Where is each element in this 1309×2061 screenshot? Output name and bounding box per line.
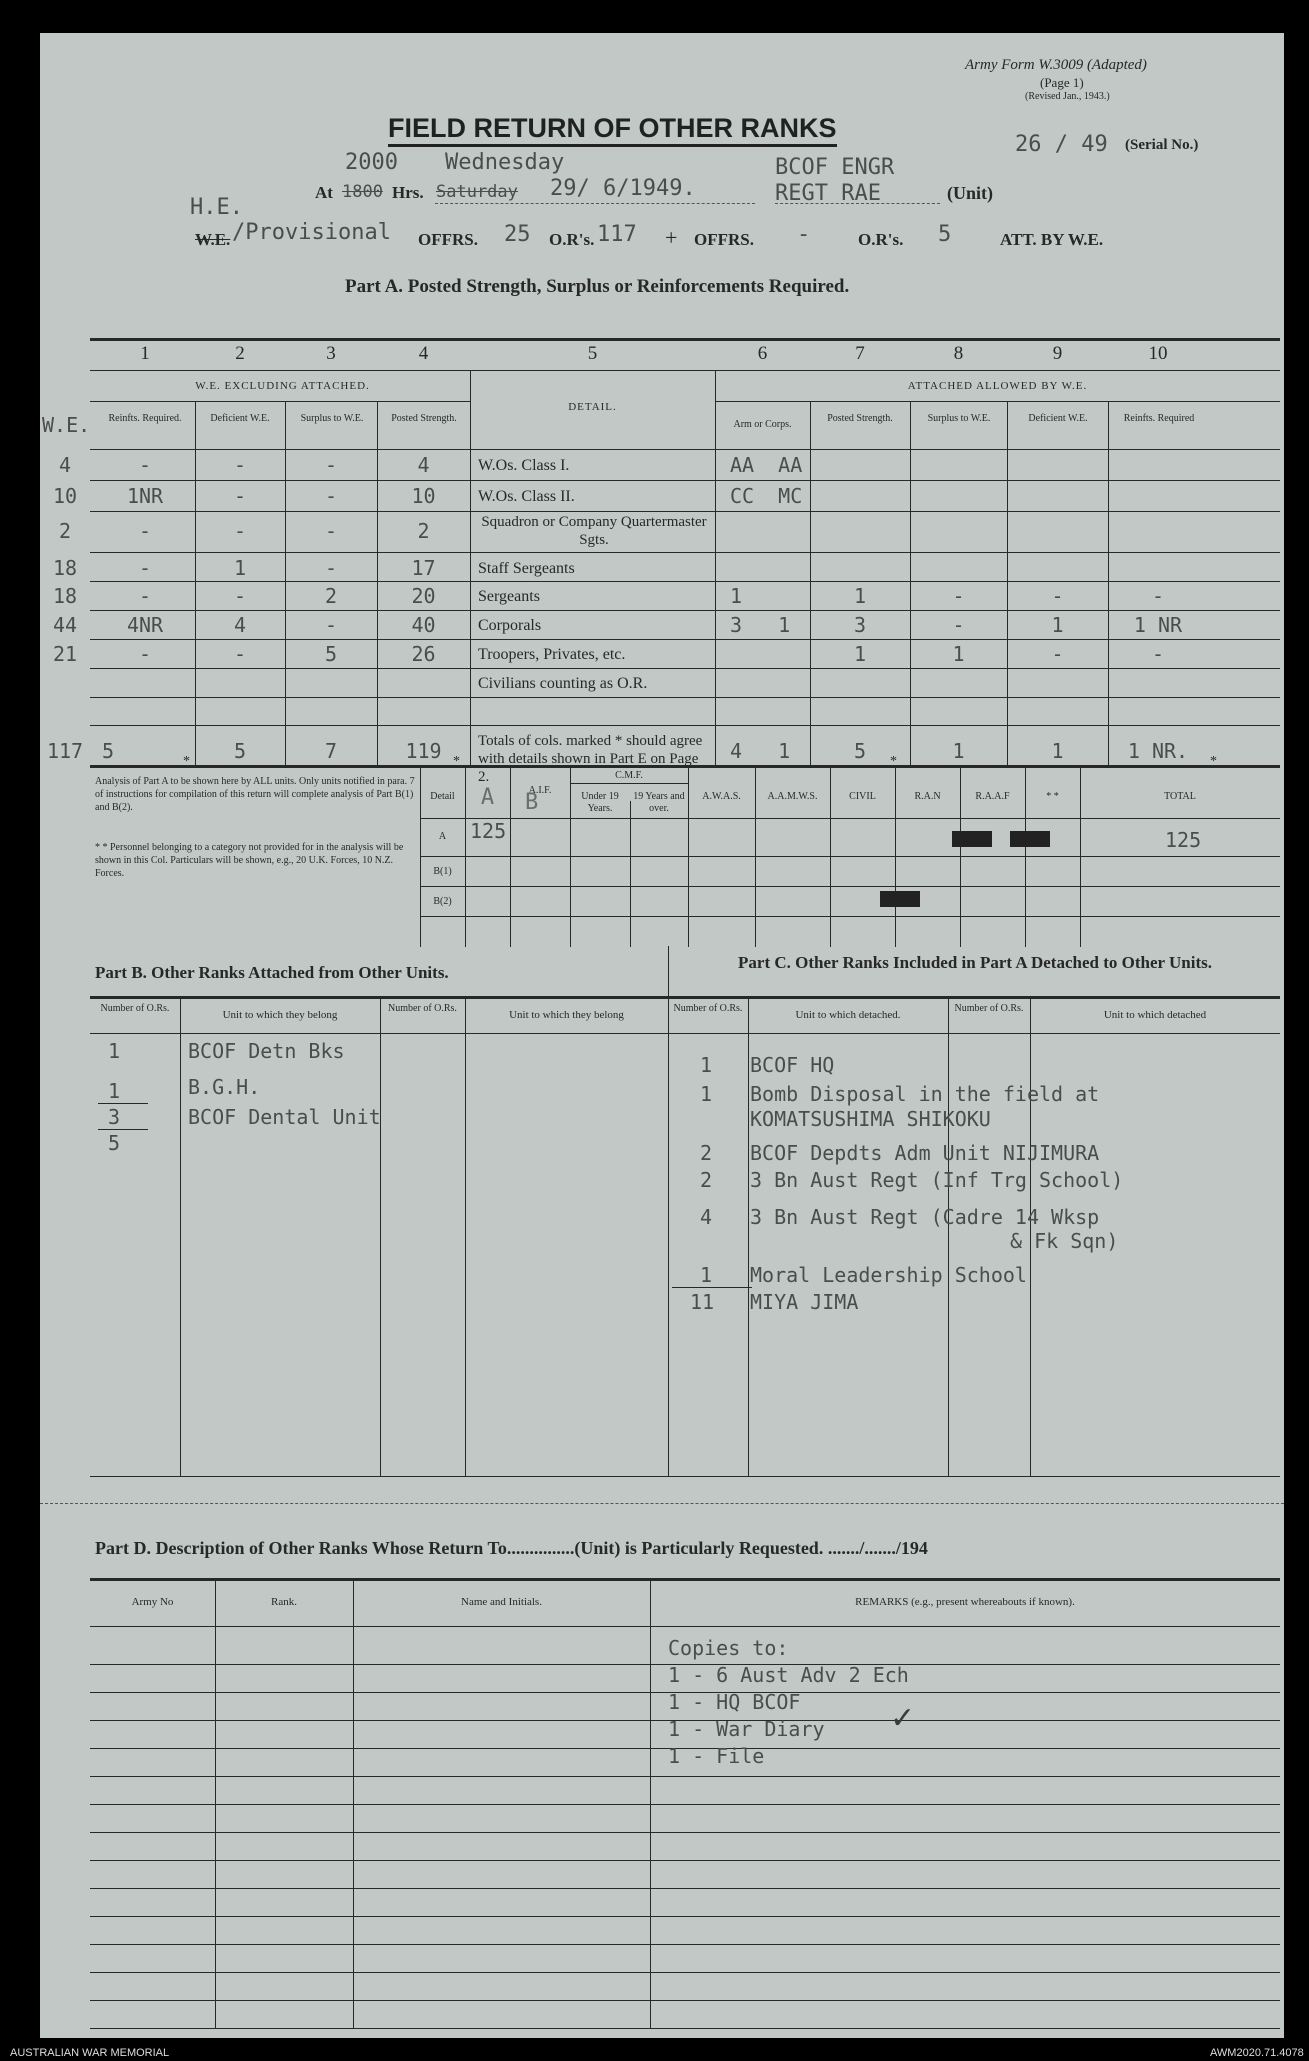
cell-value: - [324, 519, 338, 543]
partC-row-unit: 3 Bn Aust Regt (Inf Trg School) [750, 1168, 1124, 1192]
serial-value: 26 / 49 [1015, 132, 1108, 157]
cell-value: - [324, 453, 338, 477]
total-value: 5 [233, 739, 247, 763]
ors-value: 117 [597, 222, 637, 247]
total-value: 5 [102, 739, 115, 763]
analysis-header: A.A.M.W.S. [767, 791, 818, 802]
army-form-label: Army Form W.3009 (Adapted) [965, 57, 1147, 73]
partB-row-number: 3 [108, 1105, 121, 1129]
partB-row-unit: B.G.H. [188, 1075, 261, 1099]
detail-label: W.Os. Class II. [478, 488, 575, 505]
cell-value: 2 [417, 519, 430, 543]
total-value: 7 [324, 739, 338, 763]
cell-value: - [1051, 642, 1064, 666]
cell-value: - [324, 613, 338, 637]
unit-label: (Unit) [947, 183, 993, 203]
analysis-header: Under 19 Years. [581, 791, 619, 814]
cell-value: 1 [730, 584, 743, 608]
detail-label: Squadron or Company Quartermaster Sgts. [481, 514, 707, 548]
partC-header: Unit to which detached [1103, 1009, 1207, 1021]
detail-header: DETAIL. [568, 401, 617, 413]
redaction-mark [952, 831, 992, 847]
analysis-header: * * [1046, 791, 1059, 802]
page-number: (Page 1) [1040, 75, 1084, 90]
we-typed: H.E. [190, 195, 243, 220]
we-value: 44 [52, 613, 78, 637]
analysis-header: TOTAL [1164, 791, 1196, 802]
offrs2-label: OFFRS. [694, 230, 754, 249]
col-number: 6 [757, 343, 768, 364]
redaction-mark [880, 891, 920, 907]
cell-value: - [324, 484, 338, 508]
analysis-header: A.I.F. [528, 785, 552, 796]
partC-row-unit: BCOF HQ [750, 1053, 835, 1077]
analysis-note1: Analysis of Part A to be shown here by ALL units. Only units notified in para. 7 of instructions for compilation of this return will complete analysis of Part B(1) and B(2). [95, 776, 415, 813]
at-label: At [315, 183, 333, 202]
col-number: 5 [587, 343, 598, 364]
hrs-label: Hrs. [392, 183, 424, 202]
analysis-row-label: B(2) [433, 896, 452, 907]
star-mark: * [890, 754, 897, 769]
partA-title: Part A. Posted Strength, Surplus or Reinforcements Required. [345, 276, 850, 297]
provisional-text: /Provisional [232, 220, 391, 245]
col-number: 8 [953, 343, 964, 364]
star-mark: * [453, 754, 460, 769]
partD-header: REMARKS (e.g., present whereabouts if known). [855, 1596, 1075, 1608]
partD-header: Army No [131, 1596, 174, 1608]
partC-row-number: 2 [700, 1168, 713, 1192]
analysis-header: A [480, 785, 495, 810]
partB-row-number: 5 [108, 1131, 121, 1155]
cell-value: 3 1 [730, 613, 791, 637]
cell-value: 10 [411, 484, 436, 508]
col-header: Arm or Corps. [733, 419, 792, 430]
partB-row-unit: BCOF Detn Bks [188, 1039, 345, 1063]
cell-value: 1NR [126, 484, 164, 508]
cell-value: 1 [853, 642, 867, 666]
analysis-header: 19 Years and over. [633, 791, 685, 814]
analysis-header: C.M.F. [615, 770, 643, 781]
analysis-header: CIVIL [849, 791, 876, 802]
partC-header: Unit to which detached. [795, 1009, 901, 1021]
partB-header: Number of O.Rs. [388, 1003, 457, 1014]
col-number: 10 [1148, 343, 1168, 364]
cell-value: 1 [1051, 613, 1064, 637]
col-number: 1 [140, 343, 150, 364]
plus-sign: + [665, 225, 678, 250]
cell-value: - [138, 642, 152, 666]
col-number: 3 [326, 343, 336, 364]
total-value: 5 [853, 739, 867, 763]
total-value: 1 [952, 739, 965, 763]
col-number: 2 [235, 343, 245, 364]
analysis-header: Detail [430, 791, 455, 802]
col-number: 9 [1052, 343, 1063, 364]
cell-value: AA AA [730, 453, 803, 477]
partC-row-unit: BCOF Depdts Adm Unit NIJIMURA [750, 1141, 1100, 1165]
cell-value: 1 [853, 584, 867, 608]
partD-title: Part D. Description of Other Ranks Whose Return To...............(Unit) is Particularly Requested. ......./......./194 [95, 1538, 928, 1558]
cell-value: 2 [324, 584, 338, 608]
detail-label: Corporals [478, 617, 542, 634]
analysis-header: A.W.A.S. [702, 791, 741, 802]
cell-value: 4 [233, 613, 247, 637]
page-title: FIELD RETURN OF OTHER RANKS [388, 113, 837, 147]
cell-value: - [233, 484, 247, 508]
col-header: Posted Strength. [391, 413, 457, 424]
star-mark: * [183, 754, 190, 769]
partB-header: Unit to which they belong [509, 1009, 624, 1021]
remarks-line: 1 - HQ BCOF [668, 1690, 801, 1714]
cell-value: 1 [952, 642, 965, 666]
we-value: 18 [52, 584, 78, 608]
cell-value: - [233, 584, 247, 608]
redaction-mark [1010, 831, 1050, 847]
day-typed: Wednesday [445, 150, 565, 175]
partC-row-unit: MIYA JIMA [750, 1290, 859, 1314]
cell-value: - [324, 556, 338, 580]
partC-header: Number of O.Rs. [954, 1003, 1024, 1014]
ors2-label: O.R's. [858, 230, 904, 249]
partB-title: Part B. Other Ranks Attached from Other Units. [95, 963, 449, 982]
partC-row-unit: Bomb Disposal in the field at [750, 1082, 1100, 1106]
cell-value: 1 [233, 556, 247, 580]
partB-row-unit: BCOF Dental Unit [188, 1105, 381, 1129]
remarks-line: 1 - 6 Aust Adv 2 Ech [668, 1663, 909, 1687]
total-value: 1 NR. [1127, 739, 1189, 763]
col-header: Reinfts. Required. [108, 413, 182, 424]
we-value: 4 [58, 453, 72, 477]
ors-label: O.R's. [549, 230, 595, 249]
total-value: 1 [1051, 739, 1064, 763]
partC-row-number: 4 [700, 1205, 713, 1229]
detail-label: Sergeants [478, 588, 540, 605]
detail-label: W.Os. Class I. [478, 457, 570, 474]
offrs-value: 25 [504, 222, 531, 247]
col-header: Surplus to W.E. [927, 413, 991, 424]
cell-value: - [233, 642, 247, 666]
cell-value: 26 [411, 642, 436, 666]
check-mark-icon: ✓ [890, 1701, 916, 1736]
partC-row-unit: & Fk Sqn) [1010, 1229, 1119, 1253]
cell-value: - [952, 613, 965, 637]
cell-value: - [233, 453, 247, 477]
cell-value: - [138, 453, 152, 477]
partB-row-number: 1 [108, 1039, 121, 1063]
we-value: 18 [52, 556, 78, 580]
analysis-header: R.A.N [914, 791, 941, 802]
footer-left: AUSTRALIAN WAR MEMORIAL [10, 2047, 170, 2059]
day-struck: Saturday [436, 182, 518, 202]
analysis-note2: * * Personnel belonging to a category not provided for in the analysis will be shown in this Col. Particulars will be shown, e.g., 20 U.K. Forces, 10 N.Z. Forces. [95, 842, 404, 879]
group-right-header: ATTACHED ALLOWED BY W.E. [907, 380, 1088, 392]
detail-label: Civilians counting as O.R. [478, 675, 648, 692]
partB-header: Number of O.Rs. [100, 1003, 170, 1014]
total-value: 119 [405, 739, 442, 763]
partB-row-number: 1 [108, 1079, 121, 1103]
partC-row-unit: KOMATSUSHIMA SHIKOKU [750, 1107, 991, 1131]
analysis-header: B [525, 790, 539, 815]
we-value: 21 [52, 642, 78, 666]
cell-value: 1 NR [1133, 613, 1183, 637]
cell-value: - [138, 584, 152, 608]
form-sheet [40, 33, 1284, 2038]
analysis-a-value: 125 [470, 819, 507, 843]
analysis-header: R.A.A.F [975, 791, 1010, 802]
cell-value: 17 [411, 556, 436, 580]
cell-value: - [1151, 584, 1165, 608]
revised-date: (Revised Jan., 1943.) [1025, 91, 1110, 102]
detail-label: Troopers, Privates, etc. [478, 646, 626, 663]
cell-value: CC MC [730, 484, 803, 508]
partC-row-unit: Moral Leadership School [750, 1263, 1027, 1287]
col-header: Posted Strength. [827, 413, 893, 424]
total-value: 4 1 [730, 739, 791, 763]
cell-value: - [952, 584, 965, 608]
we-value: 10 [52, 484, 78, 508]
col-header: Surplus to W.E. [300, 413, 364, 424]
cell-value: - [1151, 642, 1165, 666]
cell-value: 20 [411, 584, 436, 608]
partC-title: Part C. Other Ranks Included in Part A Detached to Other Units. [738, 953, 1212, 972]
partC-row-number: 2 [700, 1141, 713, 1165]
analysis-row-label: B(1) [433, 866, 452, 877]
remarks-line: 1 - War Diary [668, 1717, 825, 1741]
time-typed: 2000 [345, 150, 398, 175]
cell-value: - [138, 519, 152, 543]
cell-value: - [1051, 584, 1064, 608]
cell-value: 4NR [126, 613, 164, 637]
cell-value: - [233, 519, 247, 543]
totals-detail: Totals of cols. marked * should agree with details shown in Part E on Page 2. [478, 733, 703, 785]
col-header: Deficient W.E. [210, 413, 270, 424]
cell-value: - [138, 556, 152, 580]
cell-value: 5 [324, 642, 338, 666]
remarks-line: 1 - File [668, 1744, 765, 1768]
ors2-value: 5 [938, 222, 952, 247]
partC-header: Number of O.Rs. [673, 1003, 743, 1014]
remarks-line: Copies to: [668, 1636, 789, 1660]
group-left-header: W.E. EXCLUDING ATTACHED. [195, 380, 370, 392]
footer-right: AWM2020.71.4078 [1210, 2047, 1304, 2059]
we-struck: W.E. [195, 230, 231, 249]
detail-label: Staff Sergeants [478, 560, 575, 577]
offrs-label: OFFRS. [418, 230, 478, 249]
total-we: 117 [46, 739, 84, 763]
partC-row-number: 1 [700, 1053, 713, 1077]
star-mark: * [1210, 754, 1217, 769]
cell-value: 40 [411, 613, 436, 637]
unit-line2: REGT RAE [775, 181, 881, 206]
partC-row-number: 1 [700, 1082, 713, 1106]
we-side-label: W.E. [42, 413, 91, 437]
partB-header: Unit to which they belong [222, 1009, 338, 1021]
offrs2-value: - [797, 222, 811, 247]
partC-row-number: 11 [690, 1290, 715, 1314]
cell-value: 3 [853, 613, 867, 637]
col-header: Reinfts. Required [1123, 413, 1195, 424]
serial-label: (Serial No.) [1125, 137, 1199, 153]
we-value: 2 [58, 519, 72, 543]
unit-line1: BCOF ENGR [775, 155, 895, 180]
partC-row-unit: 3 Bn Aust Regt (Cadre 14 Wksp [750, 1205, 1100, 1229]
att-label: ATT. BY W.E. [1000, 230, 1104, 249]
analysis-row-label: A [438, 831, 447, 842]
date-value: 29/ 6/1949. [550, 176, 696, 201]
col-number: 4 [418, 343, 429, 364]
col-number: 7 [855, 343, 865, 364]
partD-header: Name and Initials. [461, 1596, 542, 1608]
partC-row-number: 1 [700, 1263, 713, 1287]
cell-value: 4 [417, 453, 430, 477]
analysis-total-value: 125 [1165, 828, 1202, 852]
time-struck: 1800 [342, 182, 383, 202]
partD-header: Rank. [271, 1596, 297, 1608]
col-header: Deficient W.E. [1028, 413, 1088, 424]
